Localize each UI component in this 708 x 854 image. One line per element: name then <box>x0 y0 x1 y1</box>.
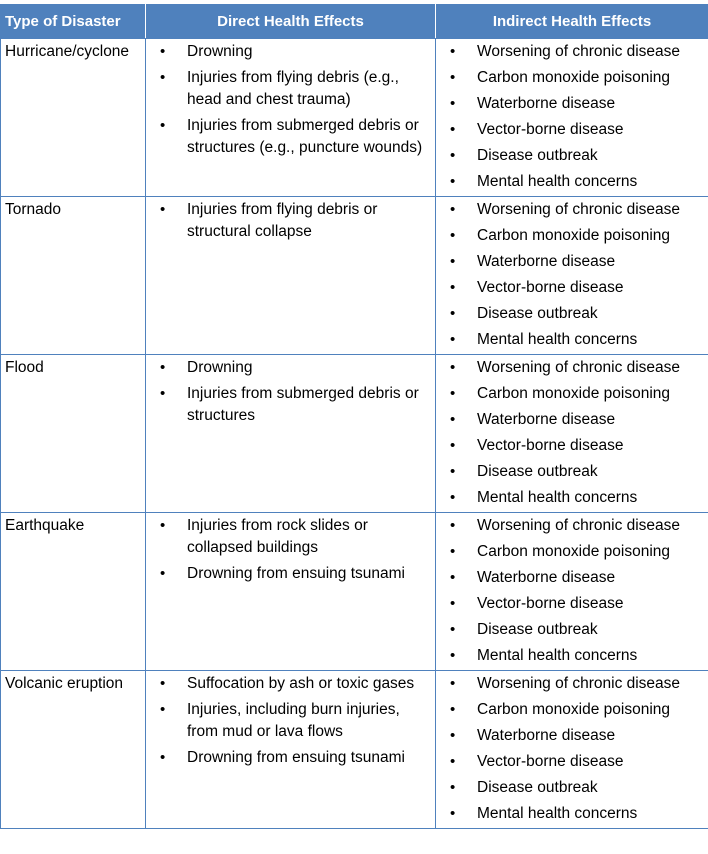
effect-text: Waterborne disease <box>477 727 616 744</box>
effect-text: Vector-borne disease <box>477 753 624 770</box>
header-indirect-health-effects: Indirect Health Effects <box>436 5 708 39</box>
bullet-icon: • <box>450 569 456 586</box>
effect-text: Mental health concerns <box>477 489 638 506</box>
list-item <box>440 303 704 325</box>
bullet-icon: • <box>160 117 166 134</box>
effect-text: Vector-borne disease <box>477 595 624 612</box>
list-item <box>150 673 431 695</box>
direct-effects-cell <box>146 39 436 197</box>
effect-text: Suffocation by ash or toxic gases <box>187 675 415 692</box>
disaster-type-cell: Hurricane/cyclone <box>1 39 146 197</box>
indirect-effects-cell <box>436 197 708 355</box>
effect-text: Drowning from ensuing tsunami <box>187 565 405 582</box>
effect-text: Disease outbreak <box>477 147 598 164</box>
effect-text: Vector-borne disease <box>477 121 624 138</box>
bullet-icon: • <box>450 595 456 612</box>
bullet-icon: • <box>160 385 166 402</box>
effect-text: Carbon monoxide poisoning <box>477 543 671 560</box>
bullet-icon: • <box>450 43 456 60</box>
effect-text: Disease outbreak <box>477 463 598 480</box>
table-row <box>1 671 708 829</box>
list-item <box>440 93 704 115</box>
bullet-icon: • <box>450 385 456 402</box>
bullet-icon: • <box>450 753 456 770</box>
direct-effects-list <box>150 357 431 427</box>
bullet-icon: • <box>450 331 456 348</box>
list-item <box>440 251 704 273</box>
bullet-icon: • <box>450 95 456 112</box>
bullet-icon: • <box>160 69 166 86</box>
effect-text: Drowning <box>187 359 253 376</box>
list-item <box>440 41 704 63</box>
list-item <box>440 329 704 351</box>
effect-text: Worsening of chronic disease <box>477 359 681 376</box>
direct-effects-cell <box>146 513 436 671</box>
bullet-icon: • <box>450 279 456 296</box>
direct-effects-list <box>150 515 431 585</box>
effect-text: Carbon monoxide poisoning <box>477 385 671 402</box>
list-item <box>440 199 704 221</box>
list-item <box>440 225 704 247</box>
indirect-effects-list <box>440 673 704 825</box>
list-item <box>150 115 431 159</box>
list-item <box>440 145 704 167</box>
effect-text: Vector-borne disease <box>477 437 624 454</box>
list-item <box>440 515 704 537</box>
list-item <box>440 673 704 695</box>
list-item <box>150 563 431 585</box>
list-item <box>150 515 431 559</box>
effect-text: Disease outbreak <box>477 305 598 322</box>
effect-text: Vector-borne disease <box>477 279 624 296</box>
bullet-icon: • <box>450 647 456 664</box>
header-type-of-disaster: Type of Disaster <box>1 5 146 39</box>
bullet-icon: • <box>450 489 456 506</box>
indirect-effects-cell <box>436 39 708 197</box>
direct-effects-cell <box>146 671 436 829</box>
effect-text: Carbon monoxide poisoning <box>477 69 671 86</box>
list-item <box>440 619 704 641</box>
bullet-icon: • <box>450 253 456 270</box>
effect-text: Waterborne disease <box>477 569 616 586</box>
indirect-effects-cell <box>436 355 708 513</box>
effect-text: Injuries from flying debris or structural collapse <box>187 201 378 240</box>
disaster-type-cell: Earthquake <box>1 513 146 671</box>
indirect-effects-list <box>440 515 704 667</box>
list-item <box>150 41 431 63</box>
list-item <box>440 435 704 457</box>
bullet-icon: • <box>160 701 166 718</box>
effect-text: Drowning <box>187 43 253 60</box>
effect-text: Disease outbreak <box>477 779 598 796</box>
effect-text: Waterborne disease <box>477 95 616 112</box>
effect-text: Waterborne disease <box>477 253 616 270</box>
bullet-icon: • <box>450 805 456 822</box>
list-item <box>440 541 704 563</box>
disaster-type-cell: Flood <box>1 355 146 513</box>
bullet-icon: • <box>450 173 456 190</box>
direct-effects-list <box>150 41 431 159</box>
list-item <box>440 67 704 89</box>
direct-effects-cell <box>146 197 436 355</box>
effect-text: Disease outbreak <box>477 621 598 638</box>
disaster-type-cell: Volcanic eruption <box>1 671 146 829</box>
list-item <box>440 487 704 509</box>
list-item <box>150 357 431 379</box>
bullet-icon: • <box>450 227 456 244</box>
list-item <box>150 699 431 743</box>
header-row <box>1 5 708 39</box>
effect-text: Worsening of chronic disease <box>477 201 681 218</box>
effect-text: Drowning from ensuing tsunami <box>187 749 405 766</box>
indirect-effects-list <box>440 357 704 509</box>
bullet-icon: • <box>160 201 166 218</box>
indirect-effects-list <box>440 199 704 351</box>
list-item <box>440 751 704 773</box>
table-row <box>1 197 708 355</box>
list-item <box>440 699 704 721</box>
table-row <box>1 355 708 513</box>
bullet-icon: • <box>450 463 456 480</box>
effect-text: Worsening of chronic disease <box>477 517 681 534</box>
effect-text: Injuries from submerged debris or structures <box>187 385 419 424</box>
list-item <box>440 171 704 193</box>
list-item <box>440 461 704 483</box>
table-row <box>1 39 708 197</box>
effect-text: Mental health concerns <box>477 173 638 190</box>
effect-text: Mental health concerns <box>477 805 638 822</box>
bullet-icon: • <box>450 359 456 376</box>
bullet-icon: • <box>450 727 456 744</box>
list-item <box>440 357 704 379</box>
bullet-icon: • <box>450 779 456 796</box>
disaster-type-cell: Tornado <box>1 197 146 355</box>
list-item <box>440 645 704 667</box>
bullet-icon: • <box>450 543 456 560</box>
bullet-icon: • <box>160 565 166 582</box>
bullet-icon: • <box>160 517 166 534</box>
list-item <box>150 747 431 769</box>
table-body <box>1 39 708 829</box>
bullet-icon: • <box>450 517 456 534</box>
list-item <box>440 383 704 405</box>
direct-effects-cell <box>146 355 436 513</box>
bullet-icon: • <box>450 437 456 454</box>
effect-text: Injuries from flying debris (e.g., head and chest trauma) <box>187 69 399 108</box>
effect-text: Injuries, including burn injuries, from mud or lava flows <box>187 701 400 740</box>
list-item <box>440 409 704 431</box>
bullet-icon: • <box>450 411 456 428</box>
effect-text: Mental health concerns <box>477 647 638 664</box>
effect-text: Worsening of chronic disease <box>477 43 681 60</box>
list-item <box>440 777 704 799</box>
list-item <box>440 593 704 615</box>
health-effects-table <box>0 4 708 829</box>
list-item <box>440 567 704 589</box>
table-header <box>1 5 708 39</box>
indirect-effects-list <box>440 41 704 193</box>
effect-text: Injuries from rock slides or collapsed buildings <box>187 517 368 556</box>
effect-text: Worsening of chronic disease <box>477 675 681 692</box>
table-row <box>1 513 708 671</box>
indirect-effects-cell <box>436 671 708 829</box>
list-item <box>440 725 704 747</box>
bullet-icon: • <box>160 749 166 766</box>
bullet-icon: • <box>450 201 456 218</box>
effect-text: Mental health concerns <box>477 331 638 348</box>
effect-text: Injuries from submerged debris or structures (e.g., puncture wounds) <box>187 117 423 156</box>
effect-text: Carbon monoxide poisoning <box>477 701 671 718</box>
bullet-icon: • <box>160 359 166 376</box>
bullet-icon: • <box>450 69 456 86</box>
effect-text: Carbon monoxide poisoning <box>477 227 671 244</box>
bullet-icon: • <box>450 701 456 718</box>
list-item <box>150 199 431 243</box>
header-direct-health-effects: Direct Health Effects <box>146 5 436 39</box>
bullet-icon: • <box>450 305 456 322</box>
bullet-icon: • <box>160 675 166 692</box>
bullet-icon: • <box>450 147 456 164</box>
direct-effects-list <box>150 673 431 769</box>
bullet-icon: • <box>450 621 456 638</box>
direct-effects-list <box>150 199 431 243</box>
list-item <box>150 67 431 111</box>
list-item <box>440 803 704 825</box>
list-item <box>150 383 431 427</box>
bullet-icon: • <box>450 121 456 138</box>
bullet-icon: • <box>450 675 456 692</box>
indirect-effects-cell <box>436 513 708 671</box>
list-item <box>440 119 704 141</box>
list-item <box>440 277 704 299</box>
bullet-icon: • <box>160 43 166 60</box>
effect-text: Waterborne disease <box>477 411 616 428</box>
